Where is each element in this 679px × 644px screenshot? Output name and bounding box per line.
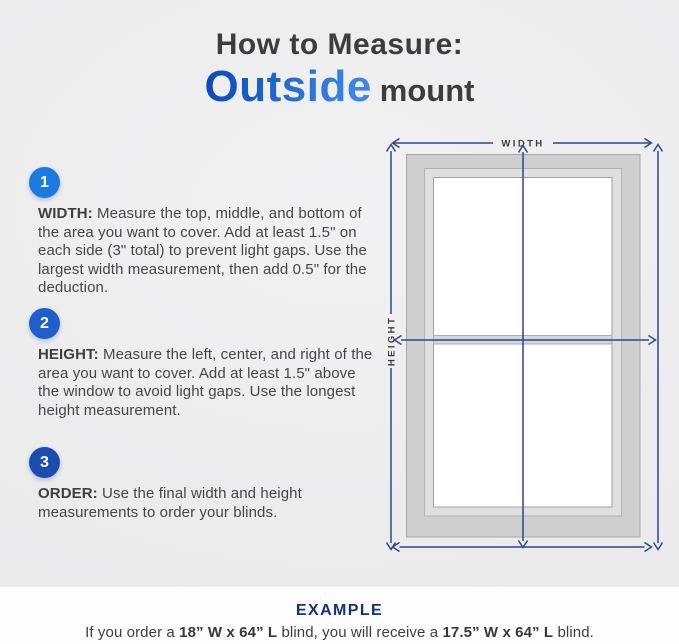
bottom-horizontal-arrow — [393, 543, 652, 552]
height-label: HEIGHT — [386, 315, 398, 367]
step-1-body: Measure the top, middle, and bottom of the area you want to cover. Add at least 1.5" on each side (3" total) to prevent light gaps. Use the largest width measurement, then add 0.5" for the deduction. — [38, 205, 367, 296]
middle-arrowhead-right — [649, 336, 656, 345]
step-3-label: ORDER: — [38, 485, 98, 502]
window-measurement-diagram — [370, 120, 679, 590]
example-received-size: 17.5” W x 64” L — [442, 624, 554, 641]
title-block — [0, 27, 679, 120]
example-section — [0, 602, 679, 641]
title-mount-type: Outside — [204, 62, 372, 111]
step-3-number: 3 — [40, 453, 49, 471]
example-prefix: If you order a — [85, 624, 180, 641]
step-3-text — [38, 485, 380, 522]
bottom-arrowhead-left — [393, 543, 400, 552]
example-middle: blind, you will receive a — [277, 624, 443, 641]
height-arrow — [386, 145, 397, 550]
right-arrowhead-top — [654, 145, 663, 152]
title-line1: How to Measure: — [215, 28, 464, 61]
right-arrowhead-bottom — [654, 543, 663, 550]
step-3-body: Use the final width and height measurements to order your blinds. — [38, 485, 302, 521]
right-vertical-arrow — [654, 145, 663, 550]
step-3 — [28, 447, 380, 522]
bottom-arrowhead-right — [645, 543, 652, 552]
example-suffix: blind. — [553, 624, 594, 641]
step-2-label: HEIGHT: — [38, 346, 99, 363]
height-arrowhead-top — [387, 145, 396, 152]
title-mount-word: mount — [379, 73, 475, 108]
window-diagram-svg — [370, 120, 679, 590]
step-1-label: WIDTH: — [38, 205, 93, 222]
step-1-number-badge — [29, 167, 60, 198]
example-sentence — [0, 624, 679, 641]
example-ordered-size: 18” W x 64” L — [179, 624, 278, 641]
step-2-text — [38, 346, 380, 420]
step-1 — [28, 167, 380, 298]
step-2-number: 2 — [40, 314, 49, 332]
step-1-text — [38, 205, 380, 298]
step-2-body: Measure the left, center, and right of the area you want to cover. Add at least 1.5" above the window to avoid light gaps. Use the longest height measurement. — [38, 346, 373, 419]
step-3-number-badge — [29, 447, 60, 478]
example-heading: EXAMPLE — [295, 602, 384, 619]
title-line2 — [0, 64, 679, 120]
width-label: WIDTH — [501, 138, 545, 150]
step-2-number-badge — [29, 308, 60, 339]
step-2 — [28, 308, 380, 420]
step-1-number: 1 — [40, 173, 49, 191]
